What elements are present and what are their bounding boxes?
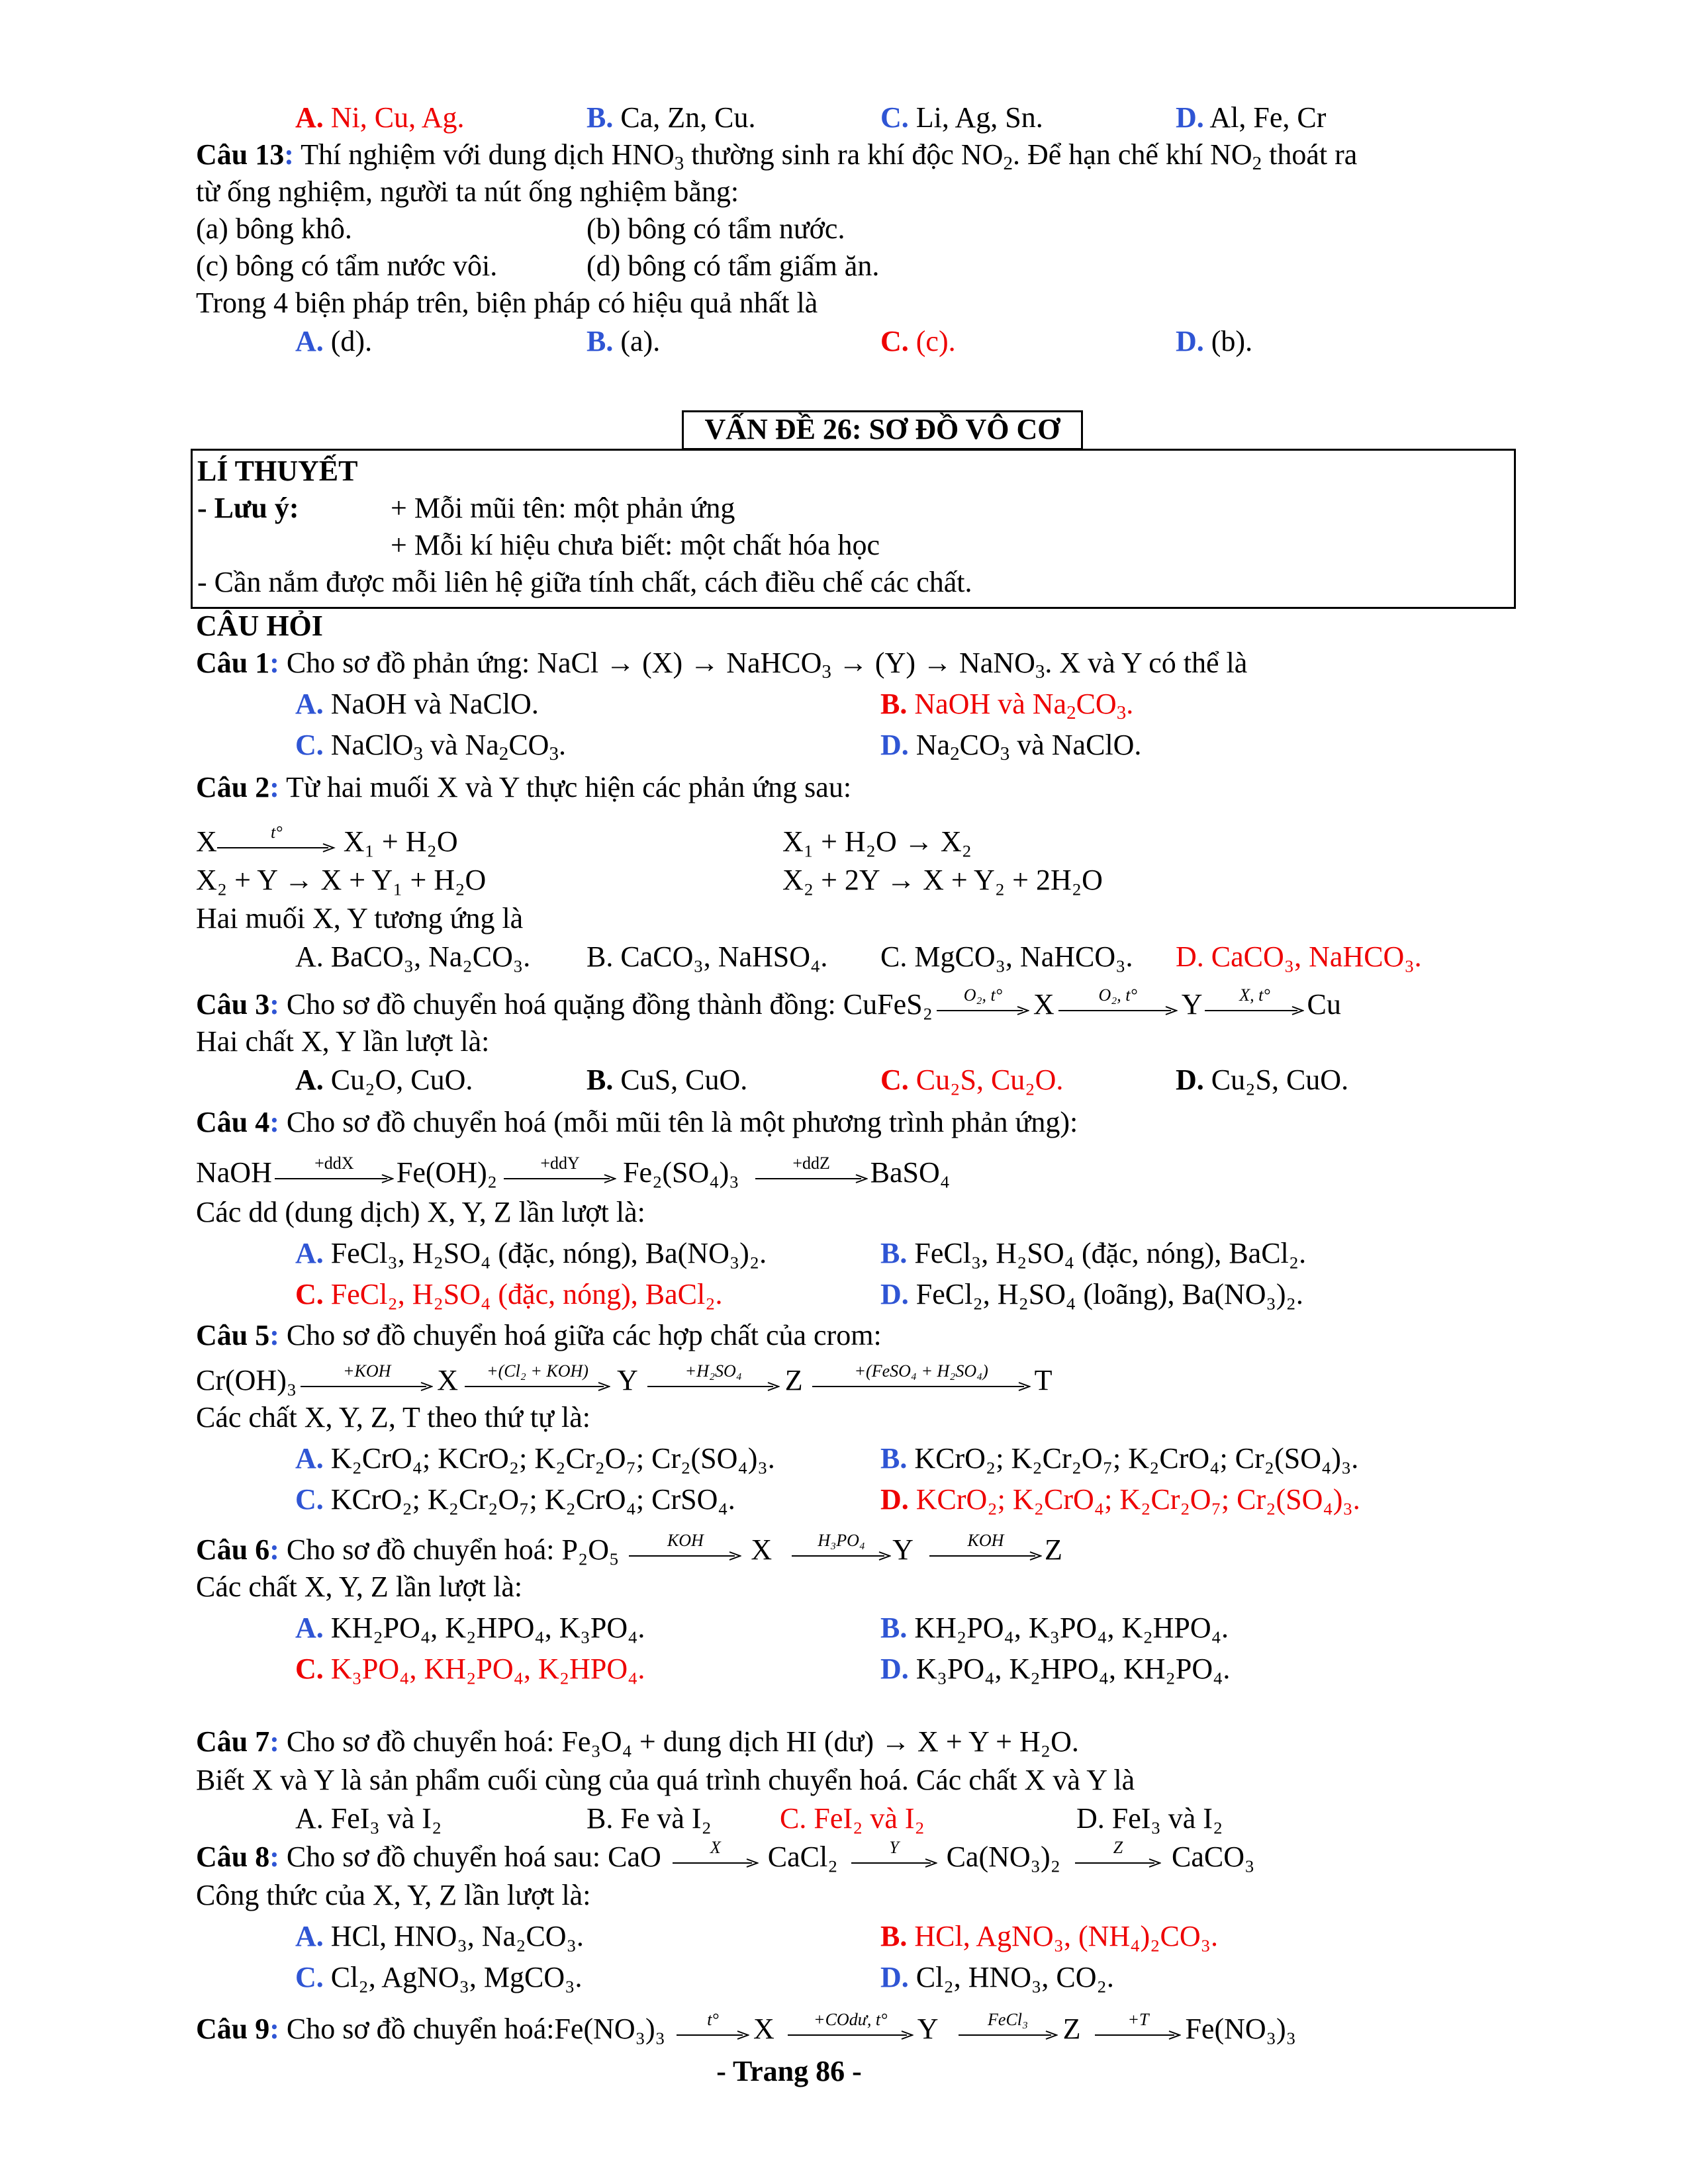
q7-option-c: C. FeI₂ và I₂: [780, 1802, 925, 1835]
q2-option-a: A. BaCO₃, Na₂CO₃.: [295, 940, 531, 973]
q4-scheme: NaOH +ddX Fe(OH)₂ +ddY Fe₂(SO₄)₃ +ddZ BaSO₄: [196, 1153, 951, 1189]
q9-stem: Câu 9: Cho sơ đồ chuyển hoá:Fe(NO₃)₃ t° X +COdư, t° Y FeCl₃ Z +T Fe(NO₃)₃: [196, 2009, 1296, 2045]
q8-option-b: B. HCl, AgNO₃, (NH₄)₂CO₃.: [880, 1920, 1218, 1952]
q5-option-b: B. KCrO₂; K₂Cr₂O₇; K₂CrO₄; Cr₂(SO₄)₃.: [880, 1442, 1359, 1475]
q1-option-c: C. NaClO$_3$ và $Na_2CO_3$.: [295, 729, 566, 765]
q7-option-d: D. FeI₃ và I₂: [1076, 1802, 1223, 1835]
q8-option-a: A. HCl, HNO₃, Na₂CO₃.: [295, 1920, 584, 1952]
q5-scheme: Cr(OH)₃ +KOH X +(Cl₂ + KOH) Y +H₂SO₄ Z +(FeSO₄ + H₂SO₄) T: [196, 1361, 1053, 1396]
q13-choice-c: (c) bông có tẩm nước vôi.: [196, 250, 498, 282]
q13-ask: Trong 4 biện pháp trên, biện pháp có hiệu quả nhất là: [196, 287, 818, 319]
q8-ask: Công thức của X, Y, Z lần lượt là:: [196, 1879, 591, 1911]
q2-option-d: D. CaCO₃, NaHCO₃.: [1176, 940, 1422, 973]
q4-option-a: A. FeCl₃, H₂SO₄ (đặc, nóng), Ba(NO₃)₂.: [295, 1237, 767, 1269]
q1-stem: Câu 1: Cho sơ đồ phản ứng: NaCl → (X) → NaHCO$_3$ → (Y) → NaNO$_3$. X và Y có thể là: [196, 647, 1248, 683]
page-number: - Trang 86 -: [716, 2055, 862, 2087]
q1-option-a: A. NaOH và NaClO.: [295, 688, 539, 720]
q5-ask: Các chất X, Y, Z, T theo thứ tự là:: [196, 1401, 590, 1433]
q3-ask: Hai chất X, Y lần lượt là:: [196, 1025, 490, 1058]
q13-option-a: A. (d).: [295, 325, 373, 357]
q3-option-b: B. CuS, CuO.: [586, 1064, 748, 1096]
q13-choice-b: (b) bông có tẩm nước.: [586, 212, 845, 245]
q7-stem: Câu 7: Cho sơ đồ chuyển hoá: Fe₃O₄ + dung dịch HI (dư) → X + Y + H₂O.: [196, 1725, 1079, 1758]
questions-heading: CÂU HỎI: [196, 610, 323, 642]
q3-option-c: C. Cu₂S, Cu₂O.: [880, 1064, 1064, 1096]
q6-ask: Các chất X, Y, Z lần lượt là:: [196, 1570, 523, 1603]
q7-option-a: A. FeI₃ và I₂: [295, 1802, 442, 1835]
q6-option-a: A. KH₂PO₄, K₂HPO₄, K₃PO₄.: [295, 1612, 645, 1644]
q5-option-a: A. K₂CrO₄; KCrO₂; K₂Cr₂O₇; Cr₂(SO₄)₃.: [295, 1442, 775, 1475]
q8-stem: Câu 8: Cho sơ đồ chuyển hoá sau: CaO X CaCl₂ Y Ca(NO₃)₂ Z CaCO₃: [196, 1837, 1255, 1873]
q13-choice-d: (d) bông có tẩm giấm ăn.: [586, 250, 880, 282]
q12-option-d: D. Al, Fe, Cr: [1176, 101, 1327, 134]
q2-reaction-4: X₂ + 2Y → X + Y₂ + 2H₂O: [782, 864, 1103, 896]
theory-heading: LÍ THUYẾT: [197, 455, 358, 487]
q2-ask: Hai muối X, Y tương ứng là: [196, 902, 524, 934]
q2-reaction-2: X₁ + H₂O → X₂: [782, 825, 972, 858]
q3-option-a: A. Cu₂O, CuO.: [295, 1064, 473, 1096]
q13-stem-line2: từ ống nghiệm, người ta nút ống nghiệm bằng:: [196, 175, 739, 208]
q2-option-b: B. CaCO₃, NaHSO₄.: [586, 940, 828, 973]
q6-stem: Câu 6: Cho sơ đồ chuyển hoá: P₂O₅ KOH X H₃PO₄ Y KOH Z: [196, 1530, 1062, 1566]
q1-option-b: B. NaOH và $Na_2CO_3$.: [880, 688, 1134, 724]
q2-reaction-1: X t° X₁ + H₂O: [196, 822, 458, 858]
q4-stem: Câu 4: Cho sơ đồ chuyển hoá (mỗi mũi tên là một phương trình phản ứng):: [196, 1106, 1078, 1138]
q6-option-c: C. K₃PO₄, KH₂PO₄, K₂HPO₄.: [295, 1653, 645, 1685]
q5-stem: Câu 5: Cho sơ đồ chuyển hoá giữa các hợp chất của crom:: [196, 1319, 882, 1351]
note-label: - Lưu ý:: [197, 492, 299, 524]
q4-option-d: D. FeCl₂, H₂SO₄ (loãng), Ba(NO₃)₂.: [880, 1278, 1303, 1310]
q13-option-d: D. (b).: [1176, 325, 1253, 357]
q1-option-d: D. $Na_2CO_3$ và NaClO.: [880, 729, 1142, 765]
q12-option-a: A. Ni, Cu, Ag.: [295, 101, 465, 134]
q5-option-c: C. KCrO₂; K₂Cr₂O₇; K₂CrO₄; CrSO₄.: [295, 1483, 735, 1516]
section-title: VẤN ĐỀ 26: SƠ ĐỒ VÔ CƠ: [682, 410, 1083, 450]
q5-option-d: D. KCrO₂; K₂CrO₄; K₂Cr₂O₇; Cr₂(SO₄)₃.: [880, 1483, 1360, 1516]
q4-option-c: C. FeCl₂, H₂SO₄ (đặc, nóng), BaCl₂.: [295, 1278, 723, 1310]
note-line-1: + Mỗi mũi tên: một phản ứng: [391, 492, 735, 524]
q4-option-b: B. FeCl₃, H₂SO₄ (đặc, nóng), BaCl₂.: [880, 1237, 1307, 1269]
note-line-3: - Cần nắm được mỗi liên hệ giữa tính chất, cách điều chế các chất.: [197, 566, 972, 598]
q8-option-c: C. Cl₂, AgNO₃, MgCO₃.: [295, 1961, 583, 1993]
note-line-2: + Mỗi kí hiệu chưa biết: một chất hóa học: [391, 529, 880, 561]
q13-option-c: C. (c).: [880, 325, 956, 357]
q13-choice-a: (a) bông khô.: [196, 212, 352, 245]
q12-option-b: B. Ca, Zn, Cu.: [586, 101, 756, 134]
q2-option-c: C. MgCO₃, NaHCO₃.: [880, 940, 1133, 973]
q3-option-d: D. Cu₂S, CuO.: [1176, 1064, 1349, 1096]
q7-ask: Biết X và Y là sản phẩm cuối cùng của quá trình chuyển hoá. Các chất X và Y là: [196, 1764, 1135, 1796]
q2-reaction-3: X₂ + Y → X + Y₁ + H₂O: [196, 864, 487, 896]
q2-stem: Câu 2: Từ hai muối X và Y thực hiện các phản ứng sau:: [196, 771, 852, 803]
q8-option-d: D. Cl₂, HNO₃, CO₂.: [880, 1961, 1114, 1993]
q6-option-b: B. KH₂PO₄, K₃PO₄, K₂HPO₄.: [880, 1612, 1229, 1644]
q3-stem: Câu 3: Cho sơ đồ chuyển hoá quặng đồng thành đồng: CuFeS₂ O₂, t° X O₂, t° Y X, t° Cu: [196, 985, 1341, 1021]
q13-option-b: B. (a).: [586, 325, 661, 357]
q12-option-c: C. Li, Ag, Sn.: [880, 101, 1043, 134]
q6-option-d: D. K₃PO₄, K₂HPO₄, KH₂PO₄.: [880, 1653, 1231, 1685]
q7-option-b: B. Fe và I₂: [586, 1802, 712, 1835]
q4-ask: Các dd (dung dịch) X, Y, Z lần lượt là:: [196, 1196, 645, 1228]
q13-stem-line1: Câu 13: Thí nghiệm với dung dịch $HNO_3$ thường sinh ra khí độc $NO_2$. Để hạn chế khí $NO_2$ thoát ra: [196, 138, 1358, 175]
